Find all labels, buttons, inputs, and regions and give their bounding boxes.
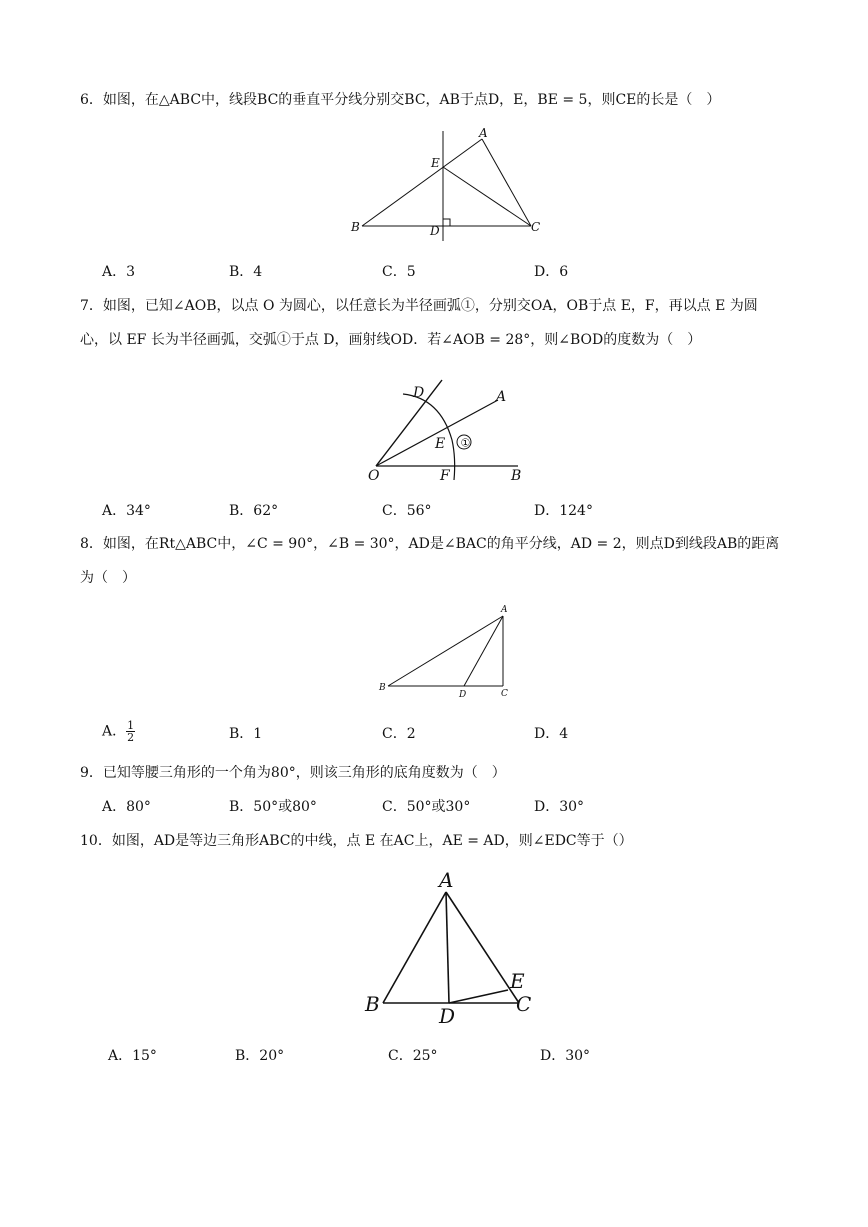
label-c: C xyxy=(531,220,541,234)
option-a-prefix: A． xyxy=(102,723,127,740)
label-c: C xyxy=(516,992,532,1016)
option-b[interactable]: B．4 xyxy=(229,264,263,280)
segment-ac xyxy=(446,892,519,1003)
question-10-text: 10．如图，AD是等边三角形ABC的中线，点 E 在AC上，AE = AD，则∠EDC等于（） xyxy=(80,833,633,849)
ray-oa xyxy=(376,400,498,466)
option-b[interactable]: B．62° xyxy=(229,503,279,519)
option-a[interactable]: A．3 xyxy=(102,264,136,280)
question-8-options xyxy=(102,719,622,744)
label-o: O xyxy=(368,468,380,484)
option-d[interactable]: D．30° xyxy=(534,799,585,815)
label-e: E xyxy=(431,156,440,170)
segment-ad xyxy=(446,892,449,1003)
figure-q7-angle-construction xyxy=(360,380,540,490)
label-circle-1: ① xyxy=(460,436,471,450)
ray-od xyxy=(376,380,442,466)
figure-q6-triangle xyxy=(340,125,550,250)
question-9-options xyxy=(102,797,622,817)
label-a: A xyxy=(496,389,507,405)
option-a[interactable] xyxy=(102,720,135,743)
option-a[interactable]: A．34° xyxy=(102,503,151,519)
label-e: E xyxy=(435,436,446,452)
question-6-options xyxy=(102,262,622,282)
option-b[interactable]: B．20° xyxy=(235,1048,285,1064)
label-b: B xyxy=(351,220,360,234)
question-9-text: 9．已知等腰三角形的一个角为80°，则该三角形的底角度数为（ ） xyxy=(80,765,506,781)
label-d: D xyxy=(439,1004,456,1028)
question-8-text-line-1: 8．如图，在Rt△ABC中，∠C = 90°，∠B = 30°，AD是∠BAC的角平分线，AD = 2，则点D到线段AB的距离 xyxy=(80,536,780,552)
label-d: D xyxy=(430,224,440,238)
fraction-numerator: 1 xyxy=(127,719,135,732)
option-a[interactable]: A．15° xyxy=(108,1048,157,1064)
figure-q8-right-triangle xyxy=(375,600,520,702)
label-d: D xyxy=(459,690,467,700)
segment-ba xyxy=(362,139,482,226)
label-f: F xyxy=(440,468,450,484)
figure-q10-equilateral-triangle xyxy=(360,866,540,1026)
question-7-options xyxy=(102,501,622,521)
option-c[interactable]: C．2 xyxy=(382,726,416,742)
question-7-text-line-1: 7．如图，已知∠AOB，以点 O 为圆心，以任意长为半径画弧①，分别交OA，OB于点 E，F，再以点 E 为圆 xyxy=(80,298,758,314)
segment-de xyxy=(449,990,508,1003)
question-10-options xyxy=(108,1046,628,1066)
label-c: C xyxy=(501,689,508,699)
label-a: A xyxy=(501,605,508,615)
label-b: B xyxy=(511,468,522,484)
right-angle-mark xyxy=(443,219,450,226)
option-b[interactable]: B．1 xyxy=(229,726,263,742)
label-e: E xyxy=(510,969,525,993)
option-a[interactable]: A．80° xyxy=(102,799,151,815)
segment-ac xyxy=(482,139,531,226)
segment-ba xyxy=(388,616,503,686)
option-b[interactable]: B．50°或80° xyxy=(229,799,317,815)
option-c[interactable]: C．25° xyxy=(388,1048,438,1064)
question-8-text-line-2: 为（ ） xyxy=(80,570,136,586)
option-d[interactable]: D．4 xyxy=(534,726,569,742)
segment-ab xyxy=(383,892,446,1003)
option-d[interactable]: D．6 xyxy=(534,264,569,280)
segment-ad xyxy=(464,616,503,686)
label-a: A xyxy=(479,126,488,140)
label-d: D xyxy=(413,385,425,401)
option-d[interactable]: D．124° xyxy=(534,503,593,519)
label-b: B xyxy=(365,992,380,1016)
segment-ec xyxy=(443,167,531,226)
question-7-text-line-2: 心，以 EF 长为半径画弧，交弧①于点 D，画射线OD．若∠AOB = 28°，则∠BOD的度数为（ ） xyxy=(80,332,702,348)
fraction-denominator: 2 xyxy=(127,731,135,744)
option-c[interactable]: C．50°或30° xyxy=(382,799,471,815)
option-c[interactable]: C．56° xyxy=(382,503,432,519)
question-6-text: 6．如图，在△ABC中，线段BC的垂直平分线分别交BC，AB于点D，E，BE = 5，则CE的长是（ ） xyxy=(80,92,721,108)
label-a: A xyxy=(439,868,454,892)
fraction-one-half xyxy=(126,720,135,743)
option-d[interactable]: D．30° xyxy=(540,1048,591,1064)
option-c[interactable]: C．5 xyxy=(382,264,416,280)
label-b: B xyxy=(379,683,386,693)
